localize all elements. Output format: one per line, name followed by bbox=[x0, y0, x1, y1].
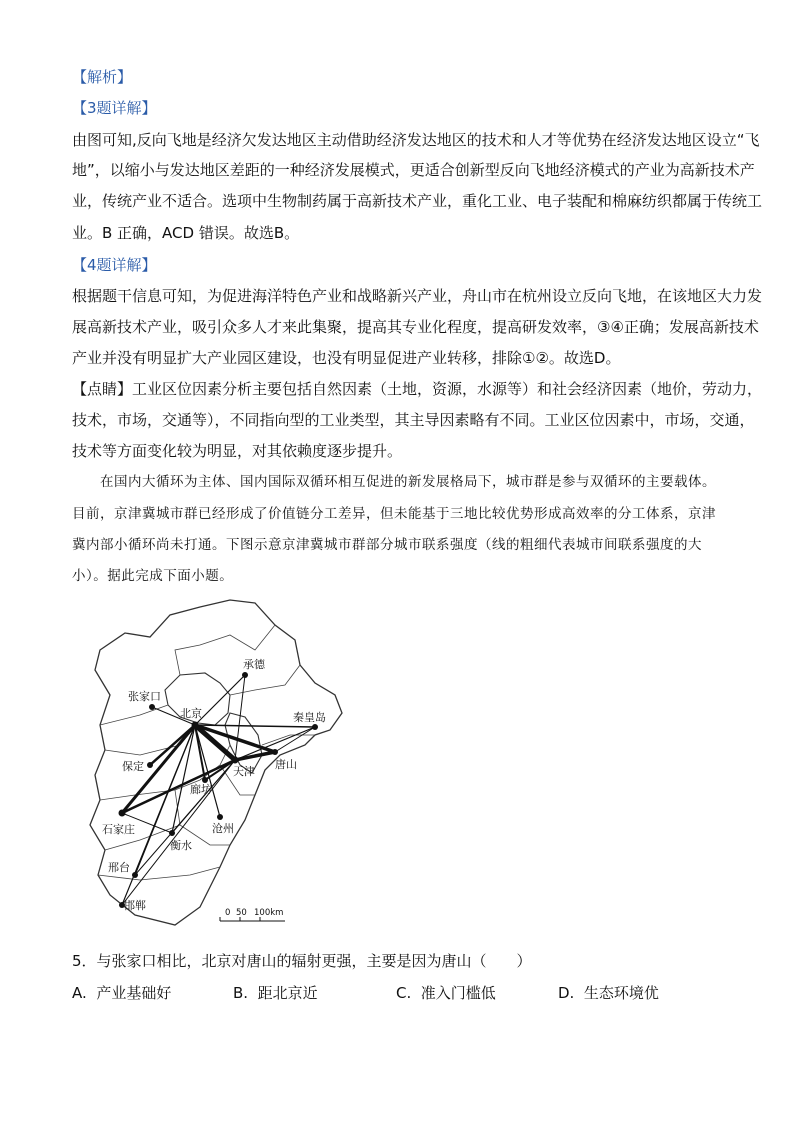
q3-header: 【3题详解】 bbox=[72, 99, 157, 117]
scale-label: 50 bbox=[236, 908, 247, 918]
tips-line: 技术，市场，交通等），不同指向型的工业类型，其主导因素略有不同。工业区位因素中，市场，交通， bbox=[72, 411, 755, 429]
city-label-beijing: 北京 bbox=[180, 707, 202, 720]
q3-line: 业，传统产业不适合。选项中生物制药属于高新技术产业，重化工业、电子装配和棉麻纺织都属于传统工 bbox=[72, 192, 763, 210]
option-text: 生态环境优 bbox=[583, 984, 659, 1002]
city-label-qinhuangdao: 秦皇岛 bbox=[293, 711, 326, 724]
material-line: 在国内大循环为主体、国内国际双循环相互促进的新发展格局下，城市群是参与双循环的主要载体。 bbox=[100, 474, 716, 490]
city-label-hengshui: 衡水 bbox=[170, 839, 192, 852]
q4-line: 产业并没有明显扩大产业园区建设，也没有明显促进产业转移，排除①②。故选D。 bbox=[72, 349, 621, 367]
q3-line: 由图可知,反向飞地是经济欠发达地区主动借助经济发达地区的技术和人才等优势在经济发达地区设立“飞 bbox=[72, 131, 760, 149]
city-dot-chengde bbox=[242, 672, 248, 678]
city-dot-qinhuangdao bbox=[312, 724, 318, 730]
option-letter: C. bbox=[396, 984, 412, 1002]
scale-label: 0 bbox=[225, 908, 231, 918]
option-b[interactable] bbox=[233, 982, 318, 1004]
city-label-shijiazhuang: 石家庄 bbox=[102, 823, 135, 836]
city-label-tangshan: 唐山 bbox=[275, 758, 297, 771]
city-label-xingtai: 邢台 bbox=[108, 861, 130, 874]
q3-line: 业。B 正确，ACD 错误。故选B。 bbox=[72, 224, 300, 242]
question-stem: 5．与张家口相比，北京对唐山的辐射更强，主要是因为唐山（ ） bbox=[72, 952, 532, 970]
q3-line: 地”，以缩小与发达地区差距的一种经济发展模式，更适合创新型反向飞地经济模式的产业为高新技术产 bbox=[72, 161, 755, 179]
city-label-cangzhou: 沧州 bbox=[212, 822, 234, 835]
option-d[interactable] bbox=[558, 982, 659, 1004]
material-line: 目前，京津冀城市群已经形成了价值链分工差异，但未能基于三地比较优势形成高效率的分工体系，京津 bbox=[72, 506, 716, 522]
city-label-handan: 邯郸 bbox=[124, 899, 146, 912]
jingjinji-city-link-map bbox=[80, 595, 360, 935]
tips-line: 技术等方面变化较为明显，对其依赖度逐步提升。 bbox=[72, 442, 403, 460]
option-text: 距北京近 bbox=[257, 984, 318, 1002]
city-dot-cangzhou bbox=[217, 814, 223, 820]
city-dot-tangshan bbox=[272, 749, 278, 755]
city-label-zhangjiakou: 张家口 bbox=[128, 690, 161, 703]
scale-label: 100km bbox=[254, 908, 284, 918]
city-dot-shijiazhuang bbox=[119, 810, 126, 817]
option-letter: D. bbox=[558, 984, 575, 1002]
option-letter: A. bbox=[72, 984, 87, 1002]
material-line: 冀内部小循环尚未打通。下图示意京津冀城市群部分城市联系强度（线的粗细代表城市间联系强度的大 bbox=[72, 537, 702, 553]
city-dot-tianjin bbox=[232, 757, 239, 764]
scale-bar bbox=[220, 908, 285, 921]
city-label-baoding: 保定 bbox=[122, 760, 144, 773]
material-line: 小）。据此完成下面小题。 bbox=[72, 568, 234, 584]
option-a[interactable] bbox=[72, 982, 171, 1004]
option-letter: B. bbox=[233, 984, 249, 1002]
city-dot-baoding bbox=[147, 762, 153, 768]
city-dot-zhangjiakou bbox=[149, 704, 155, 710]
q4-line: 展高新技术产业，吸引众多人才来此集聚，提高其专业化程度，提高研发效率，③④正确；发展高新技术 bbox=[72, 318, 759, 336]
tips-line: 【点睛】工业区位因素分析主要包括自然因素（土地，资源，水源等）和社会经济因素（地价，劳动力， bbox=[72, 380, 763, 398]
city-dot-hengshui bbox=[169, 830, 175, 836]
city-label-tianjin: 天津 bbox=[233, 765, 255, 778]
option-text: 准入门槛低 bbox=[420, 984, 496, 1002]
option-c[interactable] bbox=[396, 982, 496, 1004]
city-dot-beijing bbox=[192, 722, 199, 729]
city-label-chengde: 承德 bbox=[243, 658, 265, 671]
q4-line: 根据题干信息可知，为促进海洋特色产业和战略新兴产业，舟山市在杭州设立反向飞地，在该地区大力发 bbox=[72, 287, 763, 305]
city-dot-xingtai bbox=[132, 872, 138, 878]
analysis-title: 【解析】 bbox=[72, 68, 133, 86]
city-label-langfang: 廊坊 bbox=[190, 783, 212, 796]
option-text: 产业基础好 bbox=[96, 984, 172, 1002]
q4-header: 【4题详解】 bbox=[72, 256, 157, 274]
